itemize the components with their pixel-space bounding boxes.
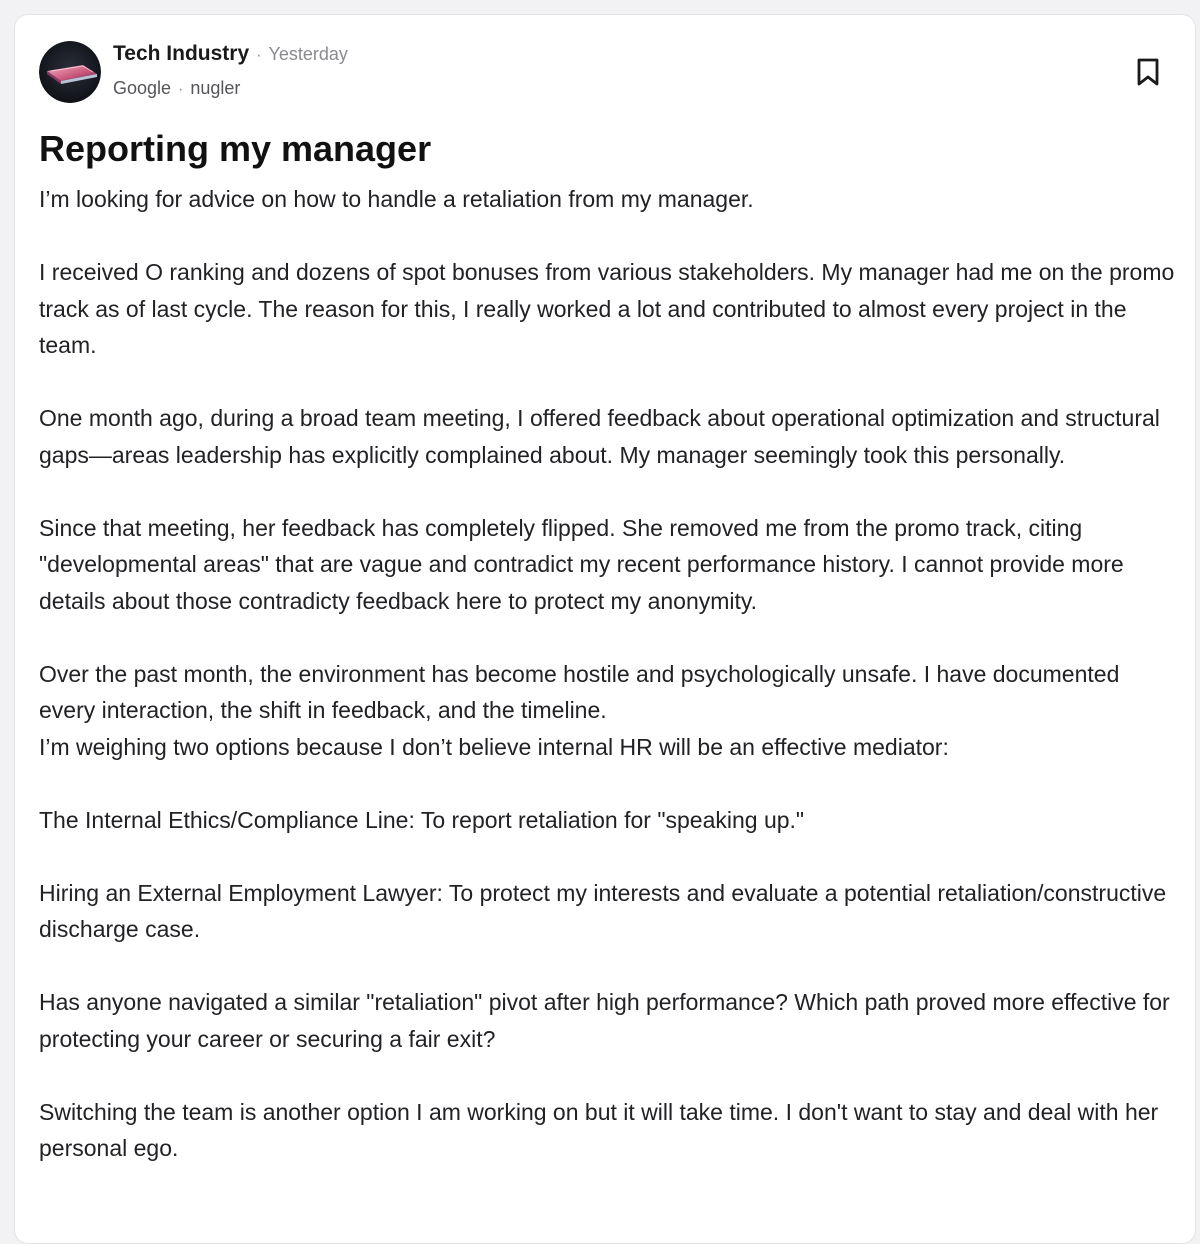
paragraph-gap: [39, 948, 1179, 985]
post-meta: [113, 39, 348, 105]
paragraph-gap: [39, 473, 1179, 510]
post-paragraph: Since that meeting, her feedback has completely flipped. She removed me from the promo track, citing "developmental areas" that are vague and contradict my recent performance history. I cannot provide more details about those contradicty feedback here to protect my anonymity.: [39, 514, 1124, 614]
post-card: [14, 14, 1196, 1244]
author-name[interactable]: nugler: [190, 78, 241, 98]
post-paragraph: Has anyone navigated a similar "retaliation" pivot after high performance? Which path proved more effective for protecting your career or securing a fair exit?: [39, 989, 1170, 1052]
post-time: Yesterday: [268, 44, 348, 64]
post-paragraph: Over the past month, the environment has become hostile and psychologically unsafe. I have documented every interaction, the shift in feedback, and the timeline.: [39, 660, 1120, 723]
post-paragraph: Hiring an External Employment Lawyer: To protect my interests and evaluate a potential retaliation/constructive discharge case.: [39, 879, 1167, 942]
meta-channel-line: [113, 39, 348, 71]
author-company[interactable]: Google: [113, 78, 172, 98]
paragraph-gap: [39, 619, 1179, 656]
paragraph-gap: [39, 364, 1179, 401]
post-paragraph: I received O ranking and dozens of spot bonuses from various stakeholders. My manager had me on the promo track as of last cycle. The reason for this, I really worked a lot and contributed to almost every project in the team.: [39, 259, 1175, 358]
paragraph-gap: [39, 838, 1179, 875]
post-paragraph: The Internal Ethics/Compliance Line: To report retaliation for "speaking up.": [39, 806, 805, 833]
paragraph-gap: [39, 765, 1179, 802]
meta-separator: ·: [256, 47, 262, 64]
paragraph-gap: [39, 1057, 1179, 1094]
meta-separator: ·: [178, 81, 184, 98]
post-body: [39, 181, 1179, 1167]
paragraph-gap: [39, 218, 1179, 255]
post-paragraph: I’m looking for advice on how to handle a retaliation from my manager.: [39, 186, 754, 212]
channel-name[interactable]: Tech Industry: [113, 42, 250, 65]
post-paragraph: I’m weighing two options because I don’t believe internal HR will be an effective mediator:: [39, 733, 949, 760]
channel-avatar-icon[interactable]: [39, 41, 101, 103]
post-title: Reporting my manager: [39, 128, 432, 169]
post-paragraph: One month ago, during a broad team meeting, I offered feedback about operational optimization and structural gaps—areas leadership has explicitly complained about. My manager seemingly took this personally.: [39, 405, 1160, 468]
post-paragraph: Switching the team is another option I am working on but it will take time. I don't want to stay and deal with her personal ego.: [39, 1098, 1159, 1161]
meta-author-line: [113, 73, 348, 105]
post-header: [39, 39, 348, 105]
bookmark-icon[interactable]: [1135, 57, 1161, 87]
